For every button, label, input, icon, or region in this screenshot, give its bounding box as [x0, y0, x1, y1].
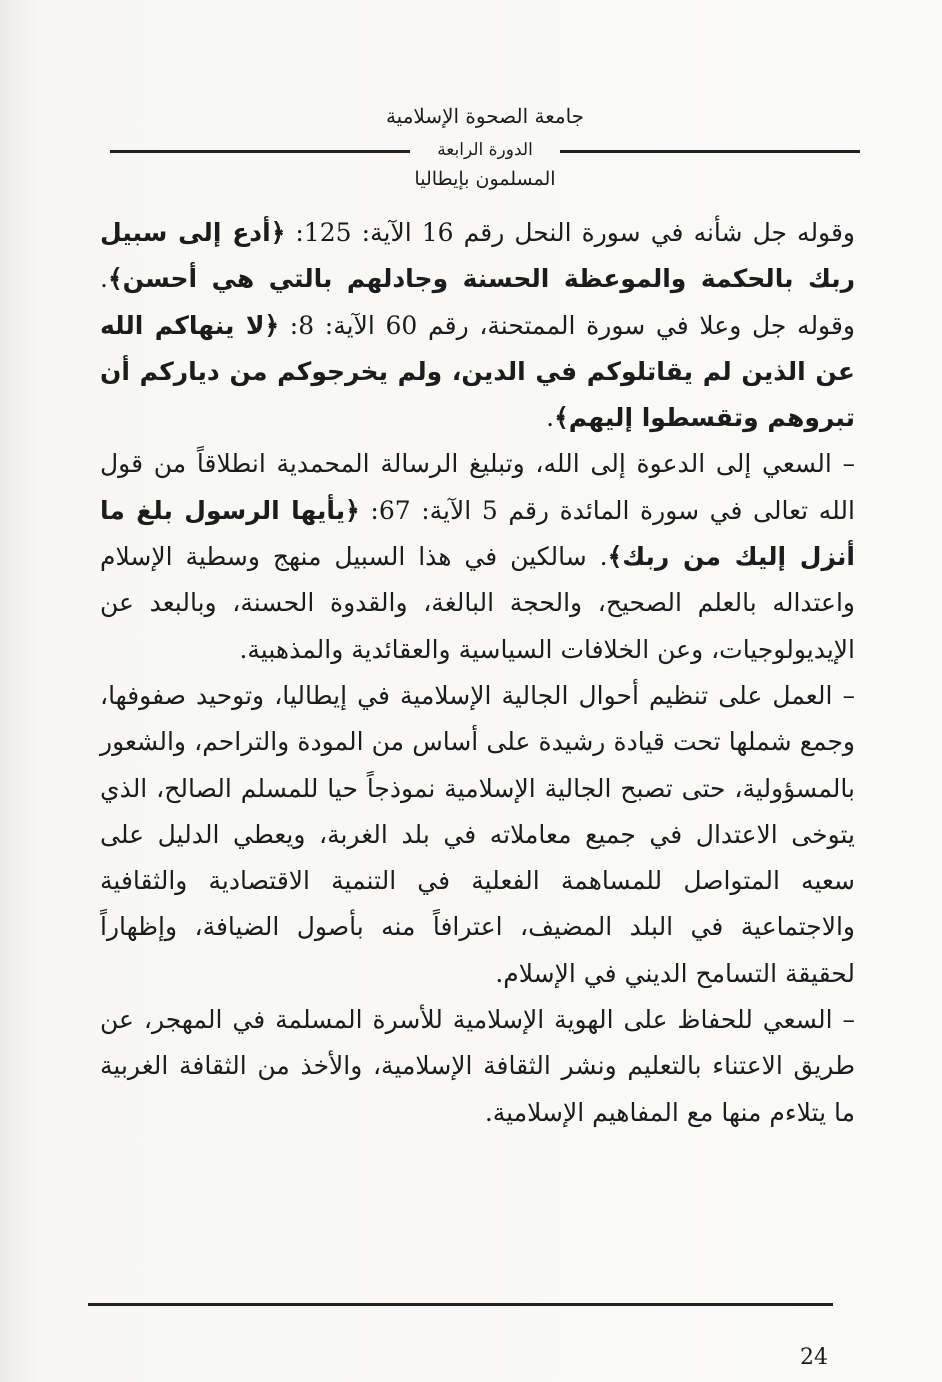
paragraph-text: . [546, 403, 555, 433]
footer-rule [88, 1303, 833, 1306]
paragraph-text: – العمل على تنظيم أحوال الجالية الإسلامية في إيطاليا، وتوحيد صفوفها، وجمع شملها تحت قيادة رشيدة على أساس من المودة والتراحم، والشعور بالمسؤولية، حتى تصبح الجالية الإسلامية نموذجاً حيا للمسلم الصالح، الذي يتوخى الاعتدال في جميع معاملاته في بلد الغربة، ويعطي الدليل على سعيه المتواصل للمساهمة الفعلية في التنمية الاقتصادية والثقافية والاجتماعية في البلد المضيف، اعترافاً منه بأصول الضيافة، وإظهاراً لحقيقة التسامح الديني في الإسلام. [100, 680, 855, 988]
paragraph-text: وقوله جل شأنه في سورة النحل رقم 16 الآية: 125: [285, 218, 855, 247]
body-text [100, 210, 855, 1136]
paragraph [100, 210, 855, 441]
paragraph [100, 997, 855, 1136]
page-header [110, 100, 860, 200]
paragraph-text: – السعي للحفاظ على الهوية الإسلامية للأسرة المسلمة في المهجر، عن طريق الاعتناء بالتعليم ونشر الثقافة الإسلامية، والأخذ من الثقافة الغربية ما يتلاءم منها مع المفاهيم الإسلامية. [100, 1005, 855, 1127]
header-title: جامعة الصحوة الإسلامية [385, 104, 585, 128]
paragraph-text: – السعي إلى الدعوة إلى الله، وتبليغ الرسالة المحمدية انطلاقاً من قول الله تعالى في سورة المائدة رقم 5 الآية: 67: [100, 449, 855, 525]
page-number: 24 [800, 1345, 828, 1370]
paragraph [100, 441, 855, 672]
paragraph [100, 673, 855, 997]
header-session: الدورة الرابعة [437, 140, 533, 160]
quran-verse: ﴿يأيها الرسول بلغ ما أنزل إليك من ربك﴾ [100, 495, 855, 572]
paragraph-text: . وقوله جل وعلا في سورة الممتحنة، رقم 60 الآية: 8: [100, 264, 855, 340]
quran-verse: ﴿أدع إلى سبيل ربك بالحكمة والموعظة الحسنة وجادلهم بالتي هي أحسن﴾ [100, 218, 855, 294]
quran-verse: ﴿لا ينهاكم الله عن الذين لم يقاتلوكم في الدين، ولم يخرجوكم من دياركم أن تبروهم وتقسطوا إليهم﴾ [100, 310, 855, 433]
header-rule-right [560, 150, 860, 153]
paragraph-text: . سالكين في هذا السبيل منهج وسطية الإسلام واعتداله بالعلم الصحيح، والحجة البالغة، والقدوة الحسنة، وبالبعد عن الإيديولوجيات، وعن الخلافات السياسية والعقائدية والمذهبية. [100, 542, 855, 664]
header-rule-left [110, 150, 410, 153]
header-subtitle: المسلمون بإيطاليا [414, 168, 556, 190]
